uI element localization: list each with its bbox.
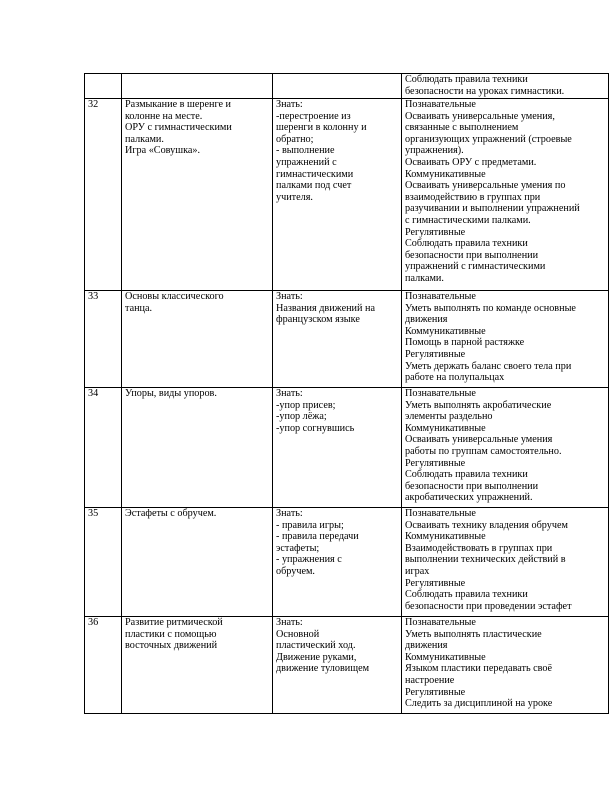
knowledge-cell: Знать: - правила игры; - правила передачи эстафеты; - упражнения с обручем.: [273, 508, 402, 617]
knowledge-cell: Знать: -упор присев; -упор лёжа; -упор согнувшись: [273, 388, 402, 508]
knowledge-cell: Знать: -перестроение из шеренги в колонну и обратно; - выполнение упражнений с гимнастическими палками под счет учителя.: [273, 99, 402, 291]
knowledge-cell: [273, 74, 402, 99]
learning-actions-cell: Познавательные Уметь выполнять пластические движения Коммуникативные Языком пластики передавать своё настроение Регулятивные Следить за дисциплиной на уроке: [402, 617, 609, 714]
lesson-number-cell: 36: [85, 617, 122, 714]
lesson-number-cell: 32: [85, 99, 122, 291]
learning-actions-cell: Познавательные Осваивать технику владения обручем Коммуникативные Взаимодействовать в группах при выполнении технических действий в играх Регулятивные Соблюдать правила техники безопасности при проведении эстафет: [402, 508, 609, 617]
lesson-topic-cell: Упоры, виды упоров.: [122, 388, 273, 508]
table-row: [85, 617, 609, 714]
table-row: [85, 99, 609, 291]
learning-actions-cell: Соблюдать правила техники безопасности на уроках гимнастики.: [402, 74, 609, 99]
table-row: [85, 74, 609, 99]
learning-actions-cell: Познавательные Уметь выполнять по команде основные движения Коммуникативные Помощь в парной растяжке Регулятивные Уметь держать баланс своего тела при работе на полупальцах: [402, 291, 609, 388]
table-row: [85, 388, 609, 508]
table-row: [85, 508, 609, 617]
learning-actions-cell: Познавательные Уметь выполнять акробатические элементы раздельно Коммуникативные Осваивать универсальные умения работы по группам самостоятельно. Регулятивные Соблюдать правила техники безопасности при выполнении акробатических упражнений.: [402, 388, 609, 508]
table-row: [85, 291, 609, 388]
lesson-topic-cell: [122, 74, 273, 99]
lesson-topic-cell: Размыкание в шеренге и колонне на месте. ОРУ с гимнастическими палками. Игра «Совушка».: [122, 99, 273, 291]
lesson-topic-cell: Развитие ритмической пластики с помощью восточных движений: [122, 617, 273, 714]
lesson-topic-cell: Эстафеты с обручем.: [122, 508, 273, 617]
lesson-plan-table: [84, 73, 609, 714]
lesson-number-cell: 35: [85, 508, 122, 617]
lesson-number-cell: 34: [85, 388, 122, 508]
learning-actions-cell: Познавательные Осваивать универсальные умения, связанные с выполнением организующих упражнений (строевые упражнения). Осваивать ОРУ с предметами. Коммуникативные Осваивать универсальные умения по взаимодействию в группах при разучивании и выполнении упражнений с гимнастическими палками. Регулятивные Соблюдать правила техники безопасности при выполнении упражнений с гимнастическими палками.: [402, 99, 609, 291]
lesson-number-cell: [85, 74, 122, 99]
lesson-number-cell: 33: [85, 291, 122, 388]
lesson-topic-cell: Основы классического танца.: [122, 291, 273, 388]
knowledge-cell: Знать: Основной пластический ход. Движение руками, движение туловищем: [273, 617, 402, 714]
knowledge-cell: Знать: Названия движений на французском языке: [273, 291, 402, 388]
